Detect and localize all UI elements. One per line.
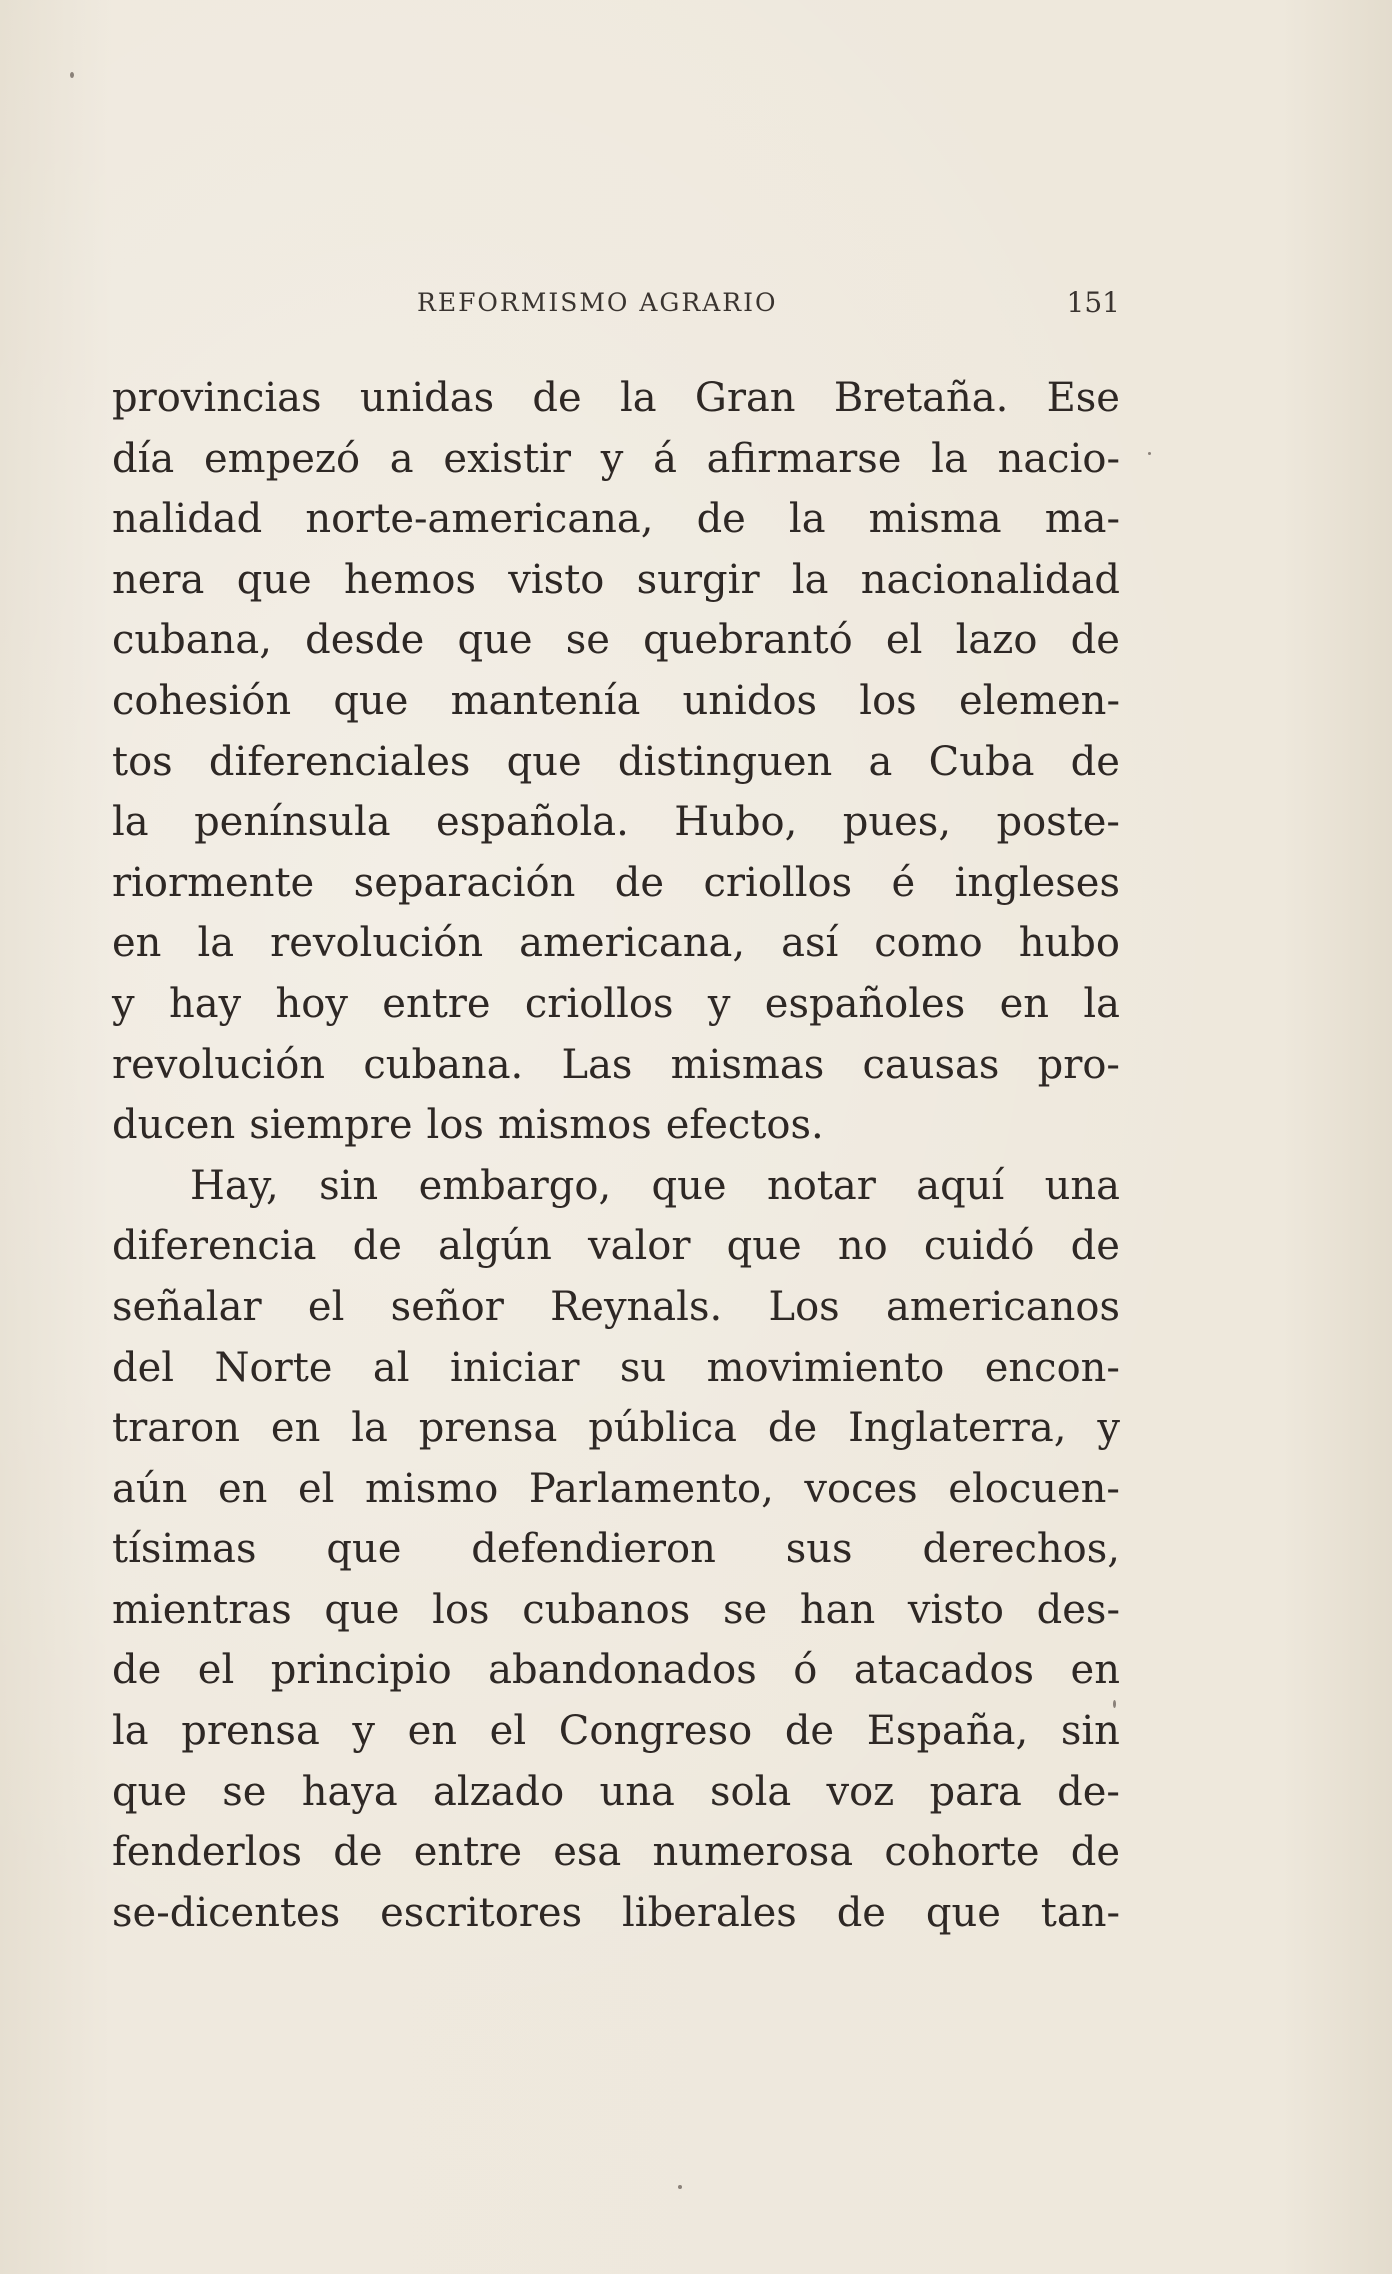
word: que — [457, 617, 533, 664]
text-line — [112, 1762, 1120, 1823]
text-line — [112, 1156, 1120, 1217]
word: se — [565, 617, 610, 664]
text-line — [112, 550, 1120, 611]
word: revolución — [112, 1041, 326, 1088]
word: al — [372, 1344, 410, 1391]
word: abandonados — [488, 1647, 757, 1694]
word: é — [891, 859, 916, 906]
text-line — [112, 1640, 1120, 1701]
text-line — [112, 853, 1120, 914]
text-line — [112, 913, 1120, 974]
word: se — [222, 1768, 267, 1815]
word: misma — [868, 496, 1002, 543]
word: derechos, — [922, 1526, 1120, 1573]
word: nalidad — [112, 496, 263, 543]
word: sin — [1060, 1708, 1120, 1755]
text-line — [112, 792, 1120, 853]
word: encon- — [984, 1344, 1120, 1391]
word: y — [352, 1708, 376, 1755]
word: ó — [793, 1647, 818, 1694]
text-line — [112, 974, 1120, 1035]
word: la — [931, 435, 968, 482]
running-title: REFORMISMO AGRARIO — [417, 288, 778, 317]
paper-speck — [1148, 452, 1151, 455]
word: el — [297, 1465, 335, 1512]
word: su — [619, 1344, 667, 1391]
word: quebrantó — [643, 617, 853, 664]
word: que — [324, 1586, 400, 1633]
word: Hubo, — [674, 799, 798, 846]
word: sus — [785, 1526, 853, 1573]
word: sin — [319, 1162, 379, 1209]
text-line — [112, 671, 1120, 732]
word: existir — [443, 435, 571, 482]
word: hubo — [1018, 920, 1120, 967]
word: criollos — [524, 980, 674, 1027]
word: señalar — [112, 1283, 262, 1330]
word: de — [614, 859, 665, 906]
word: atacados — [853, 1647, 1035, 1694]
word: distinguen — [617, 738, 833, 785]
word: visto — [508, 556, 605, 603]
word: aún — [112, 1465, 188, 1512]
word: ingleses — [954, 859, 1120, 906]
word: hemos — [344, 556, 476, 603]
word: prensa — [418, 1405, 558, 1452]
word: alzado — [432, 1768, 565, 1815]
word: como — [874, 920, 983, 967]
word: entre — [382, 980, 491, 1027]
word: los — [426, 1102, 484, 1149]
word: tan- — [1040, 1889, 1120, 1936]
word: de — [112, 1647, 162, 1694]
word: de — [532, 375, 582, 421]
word: esa — [553, 1829, 622, 1876]
word: que — [236, 556, 312, 603]
word: revolución — [270, 920, 484, 967]
word: de — [1070, 738, 1120, 785]
word: cohesión — [112, 677, 292, 724]
word: a — [389, 435, 414, 482]
word: y — [600, 435, 624, 482]
word: Inglaterra, — [848, 1405, 1067, 1452]
word: señor — [390, 1283, 504, 1330]
text-line — [112, 1459, 1120, 1520]
word: empezó — [204, 435, 361, 482]
word: á — [653, 435, 677, 482]
text-line — [112, 1519, 1120, 1580]
text-line — [112, 489, 1120, 550]
word: embargo, — [418, 1162, 612, 1209]
word: americana, — [519, 920, 746, 967]
word: de — [836, 1889, 886, 1936]
word: que — [333, 677, 409, 724]
word: americanos — [885, 1283, 1120, 1330]
word: una — [599, 1768, 675, 1815]
word: de — [784, 1708, 835, 1755]
word: prensa — [181, 1708, 320, 1755]
word: de — [767, 1405, 818, 1452]
word: separación — [353, 859, 576, 906]
word: han — [799, 1586, 876, 1633]
running-head — [112, 288, 1120, 324]
word: elocuen- — [948, 1465, 1120, 1512]
word: y — [112, 980, 135, 1027]
word: españoles — [764, 980, 966, 1027]
word: liberales — [621, 1889, 797, 1936]
word: el — [307, 1283, 345, 1330]
word: en — [112, 920, 162, 967]
word: cubanos — [522, 1586, 691, 1633]
word: entre — [413, 1829, 523, 1876]
word: se — [722, 1586, 768, 1633]
text-line — [112, 1701, 1120, 1762]
word: des- — [1036, 1586, 1120, 1633]
word: voz — [826, 1768, 895, 1815]
word: de — [1070, 1223, 1120, 1270]
text-line — [112, 429, 1120, 490]
word: en — [1070, 1647, 1120, 1694]
word: y — [707, 980, 731, 1027]
paper-speck — [678, 2185, 682, 2189]
text-line — [112, 1277, 1120, 1338]
word: numerosa — [652, 1829, 854, 1876]
word: Hay, — [190, 1162, 279, 1209]
word: cohorte — [884, 1829, 1040, 1876]
word: la — [788, 496, 826, 543]
word: norte-americana, — [305, 496, 654, 543]
word: ma- — [1044, 496, 1120, 543]
word: lazo — [955, 617, 1038, 664]
word: la — [112, 799, 149, 846]
word: cubana, — [112, 617, 272, 664]
word: de — [352, 1223, 402, 1270]
word: desde — [305, 617, 425, 664]
paragraphs — [112, 368, 1120, 1943]
word: a — [868, 738, 893, 785]
word: cuidó — [923, 1223, 1035, 1270]
word: iniciar — [449, 1344, 580, 1391]
word: nacio- — [997, 435, 1120, 482]
word: la — [1083, 980, 1120, 1027]
word: la — [112, 1708, 149, 1755]
text-line — [112, 610, 1120, 671]
word: Norte — [214, 1344, 333, 1391]
word: los — [432, 1586, 490, 1633]
text-line — [112, 1035, 1120, 1096]
word: mismo — [365, 1465, 499, 1512]
word: el — [197, 1647, 235, 1694]
word: surgir — [636, 556, 760, 603]
word: que — [112, 1768, 188, 1815]
word: pública — [588, 1405, 738, 1452]
word: notar — [766, 1162, 876, 1209]
word: fenderlos — [112, 1829, 303, 1876]
word: mantenía — [450, 677, 641, 724]
word: la — [619, 375, 657, 421]
word: riormente — [112, 859, 315, 906]
word: mismas — [670, 1041, 825, 1088]
word: causas — [862, 1041, 1000, 1088]
word: que — [651, 1162, 727, 1209]
text-line — [112, 1822, 1120, 1883]
word: haya — [301, 1768, 398, 1815]
word: el — [885, 617, 923, 664]
word: en — [999, 980, 1050, 1027]
word: diferenciales — [208, 738, 471, 785]
word: voces — [804, 1465, 918, 1512]
word: aquí — [916, 1162, 1005, 1209]
word: mientras — [112, 1586, 292, 1633]
word: Gran — [694, 375, 796, 421]
word: Parlamento, — [528, 1465, 774, 1512]
word: hay — [168, 980, 242, 1027]
word: elemen- — [958, 677, 1120, 724]
word: día — [112, 435, 175, 482]
body-text — [112, 368, 1120, 1943]
word: defendieron — [471, 1526, 716, 1573]
word: española. — [436, 799, 629, 846]
word: de — [696, 496, 746, 543]
word: movimiento — [706, 1344, 945, 1391]
word: Ese — [1046, 375, 1120, 421]
word: pro- — [1037, 1041, 1120, 1088]
word: cubana. — [363, 1041, 524, 1088]
word: Cuba — [928, 738, 1035, 785]
text-line — [112, 1095, 1120, 1156]
word: Las — [561, 1041, 633, 1088]
word: una — [1044, 1162, 1120, 1209]
word: mismos — [497, 1102, 652, 1149]
word: se-dicentes — [112, 1889, 341, 1936]
text-line — [112, 1883, 1120, 1944]
word: la — [791, 556, 829, 603]
word: principio — [270, 1647, 452, 1694]
word: Bretaña. — [833, 375, 1009, 421]
paper-speck — [70, 72, 74, 78]
word: los — [859, 677, 917, 724]
word: en — [270, 1405, 321, 1452]
word: escritores — [380, 1889, 583, 1936]
word: nera — [112, 556, 205, 603]
word: la — [351, 1405, 388, 1452]
word: no — [837, 1223, 888, 1270]
word: que — [326, 1526, 402, 1573]
paper-speck — [1113, 1700, 1116, 1708]
text-line — [112, 1338, 1120, 1399]
page-number: 151 — [1066, 286, 1120, 319]
word: Reynals. — [550, 1283, 723, 1330]
word: en — [407, 1708, 458, 1755]
word: península — [194, 799, 391, 846]
word: poste- — [996, 799, 1120, 846]
word: España, — [866, 1708, 1029, 1755]
word: afirmarse — [706, 435, 902, 482]
word: en — [217, 1465, 268, 1512]
word: efectos. — [665, 1102, 824, 1149]
word: para — [929, 1768, 1022, 1815]
word: tos — [112, 738, 173, 785]
word: que — [506, 738, 582, 785]
word: hoy — [275, 980, 348, 1027]
word: el — [489, 1708, 527, 1755]
word: Congreso — [558, 1708, 753, 1755]
text-line — [112, 1398, 1120, 1459]
word: nacionalidad — [860, 556, 1120, 603]
word: de- — [1057, 1768, 1120, 1815]
word: unidos — [682, 677, 818, 724]
word: y — [1097, 1405, 1120, 1452]
word: siempre — [249, 1102, 413, 1149]
word: tísimas — [112, 1526, 257, 1573]
word: ducen — [112, 1102, 236, 1149]
text-line — [112, 1580, 1120, 1641]
word: de — [333, 1829, 383, 1876]
word: de — [1070, 617, 1120, 664]
text-line — [112, 368, 1120, 429]
word: así — [781, 920, 839, 967]
word: criollos — [703, 859, 853, 906]
word: sola — [710, 1768, 792, 1815]
word: que — [726, 1223, 802, 1270]
word: valor — [588, 1223, 691, 1270]
word: la — [197, 920, 235, 967]
word: algún — [438, 1223, 552, 1270]
word: unidas — [359, 375, 495, 421]
word: provincias — [112, 375, 322, 421]
text-line — [112, 1216, 1120, 1277]
word: traron — [112, 1405, 241, 1452]
word: de — [1070, 1829, 1120, 1876]
word: del — [112, 1344, 175, 1391]
word: pues, — [842, 799, 952, 846]
word: que — [925, 1889, 1001, 1936]
text-line — [112, 732, 1120, 793]
word: visto — [907, 1586, 1004, 1633]
word: diferencia — [112, 1223, 317, 1270]
word: Los — [768, 1283, 840, 1330]
